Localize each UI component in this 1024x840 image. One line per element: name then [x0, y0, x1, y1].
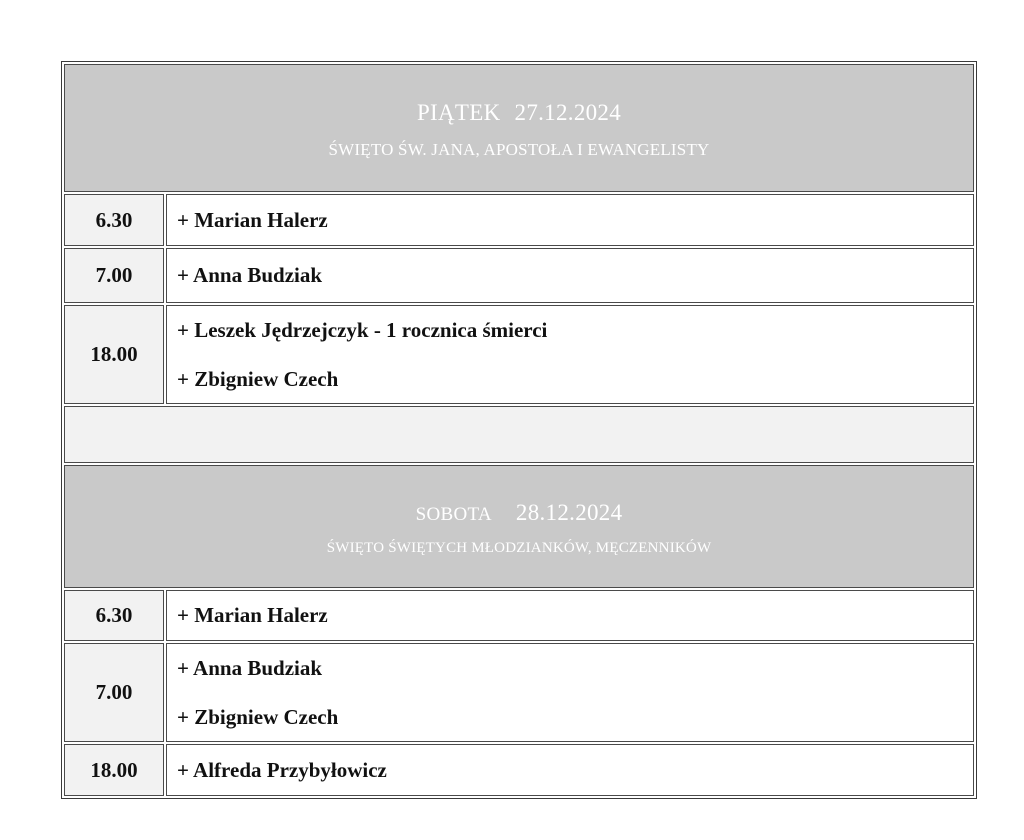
- mass-intentions: [166, 194, 974, 246]
- day-date: 28.12.2024: [515, 500, 623, 525]
- mass-time: 7.00: [64, 643, 164, 742]
- intention: + Leszek Jędrzejczyk - 1 rocznica śmierci: [177, 317, 548, 342]
- intention: + Marian Halerz: [177, 207, 328, 232]
- day-name: PIĄTEK: [416, 100, 501, 125]
- intention: + Zbigniew Czech: [177, 704, 339, 729]
- day-header-saturday: [64, 465, 974, 588]
- mass-time: 7.00: [64, 248, 164, 303]
- intention: + Anna Budziak: [177, 263, 323, 287]
- day-name: SOBOTA: [415, 504, 492, 525]
- intention: + Marian Halerz: [177, 603, 328, 627]
- day-title: [416, 500, 623, 526]
- mass-intentions: [166, 590, 974, 641]
- mass-intentions: [166, 643, 974, 742]
- feast-name: ŚWIĘTO ŚW. JANA, APOSTOŁA I EWANGELISTY: [328, 140, 710, 159]
- intention: + Zbigniew Czech: [177, 366, 339, 391]
- feast-name: ŚWIĘTO ŚWIĘTYCH MŁODZIANKÓW, MĘCZENNIKÓW: [326, 540, 712, 556]
- spacer-row: [64, 406, 974, 463]
- mass-schedule-table: [61, 61, 977, 799]
- intention: + Alfreda Przybyłowicz: [177, 757, 387, 782]
- mass-intentions: [166, 744, 974, 796]
- day-date: 27.12.2024: [514, 100, 622, 125]
- mass-time: 6.30: [64, 590, 164, 641]
- mass-intentions: [166, 305, 974, 404]
- day-title: [417, 100, 621, 126]
- table-body: [64, 64, 974, 796]
- mass-time: 6.30: [64, 194, 164, 246]
- mass-time: 18.00: [64, 744, 164, 796]
- day-header-friday: [64, 64, 974, 192]
- mass-time: 18.00: [64, 305, 164, 404]
- intention: + Anna Budziak: [177, 655, 323, 680]
- mass-intentions: [166, 248, 974, 303]
